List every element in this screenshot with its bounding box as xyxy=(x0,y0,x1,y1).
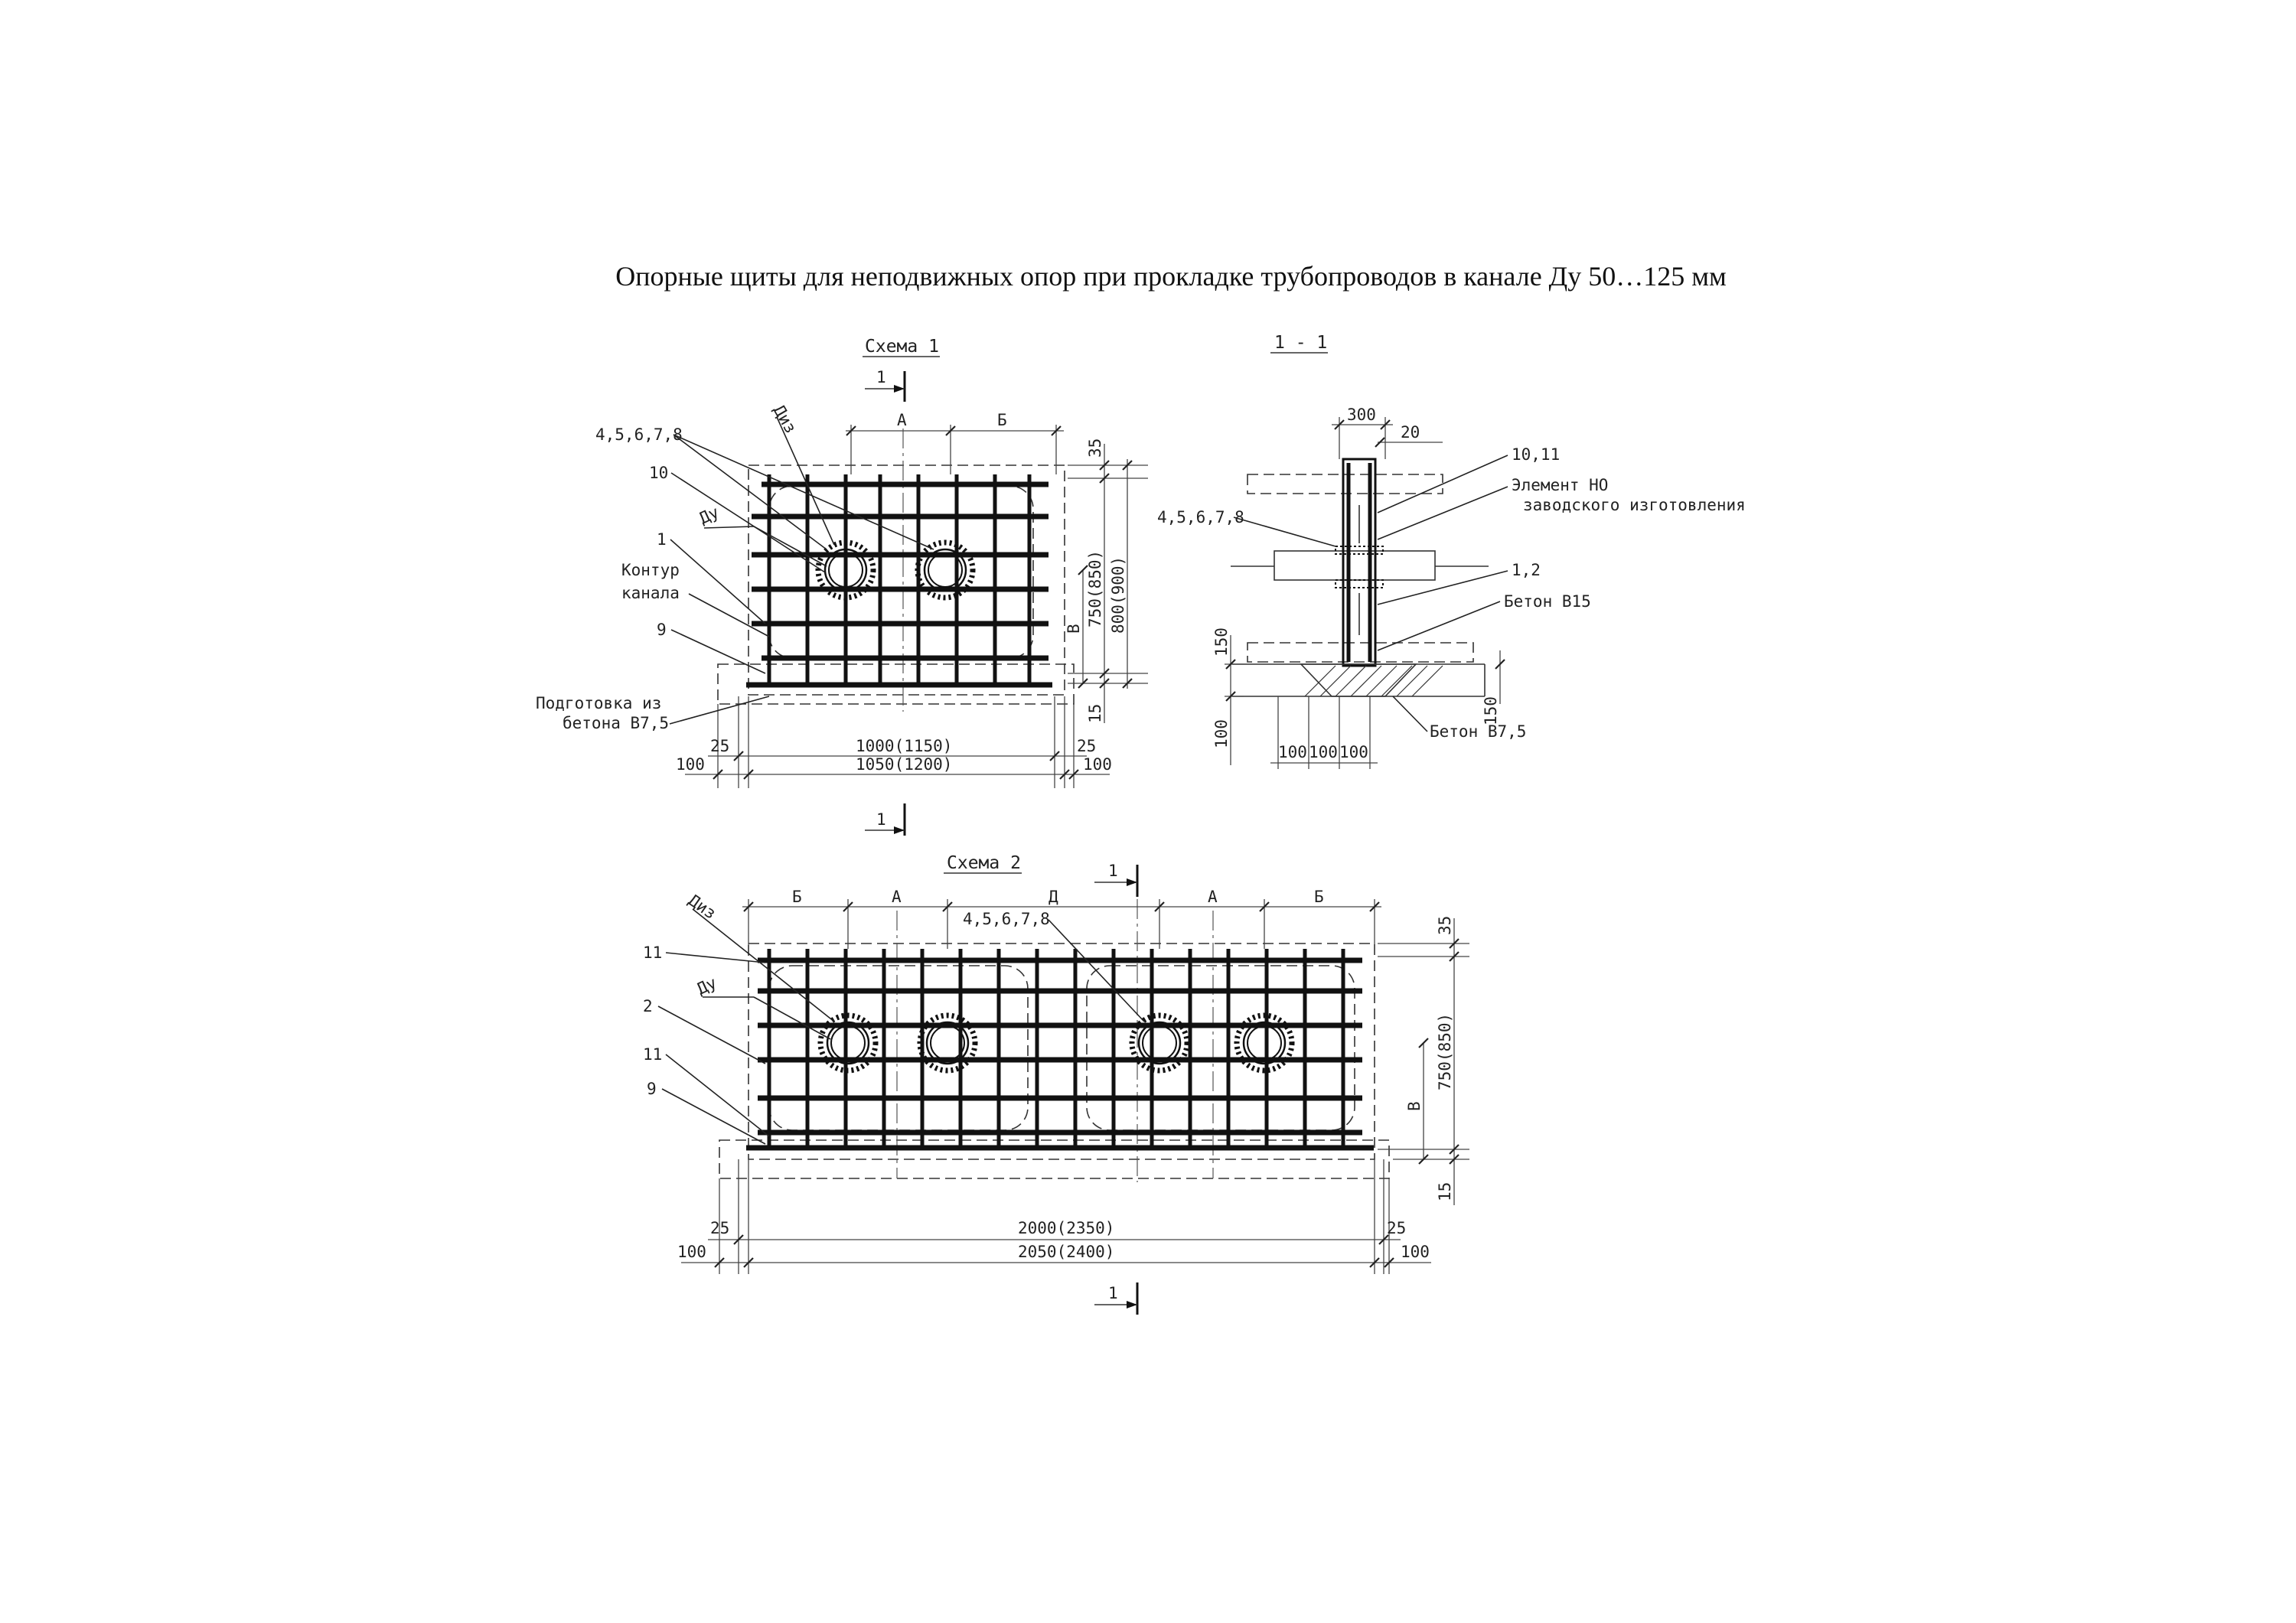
scheme-1 xyxy=(536,337,1148,836)
svg-text:Диз: Диз xyxy=(769,402,801,437)
svg-text:Диз: Диз xyxy=(685,891,719,923)
svg-text:25: 25 xyxy=(710,737,730,755)
svg-text:Б: Б xyxy=(792,888,802,906)
svg-text:1000(1150): 1000(1150) xyxy=(856,737,953,755)
svg-text:100: 100 xyxy=(1339,743,1368,761)
svg-text:Элемент НО: Элемент НО xyxy=(1512,476,1609,494)
svg-text:300: 300 xyxy=(1347,406,1376,424)
svg-text:1,2: 1,2 xyxy=(1512,561,1541,579)
svg-text:25: 25 xyxy=(1077,737,1097,755)
svg-text:25: 25 xyxy=(710,1219,730,1237)
svg-text:2000(2350): 2000(2350) xyxy=(1018,1219,1115,1237)
svg-text:2: 2 xyxy=(643,997,653,1015)
svg-text:Ду: Ду xyxy=(696,503,722,528)
svg-text:100: 100 xyxy=(1083,755,1112,774)
section-title: 1 - 1 xyxy=(1274,333,1328,353)
svg-text:Б: Б xyxy=(997,411,1007,429)
svg-text:35: 35 xyxy=(1436,915,1454,935)
svg-text:100: 100 xyxy=(677,1243,706,1261)
section-mark-2-bottom xyxy=(1094,1282,1137,1315)
svg-text:11: 11 xyxy=(643,1045,663,1064)
svg-text:4,5,6,7,8: 4,5,6,7,8 xyxy=(595,425,683,444)
svg-text:Д: Д xyxy=(1049,888,1058,906)
svg-text:2050(2400): 2050(2400) xyxy=(1018,1243,1115,1261)
svg-text:1: 1 xyxy=(1108,1284,1118,1302)
svg-text:В: В xyxy=(1065,624,1083,634)
svg-text:35: 35 xyxy=(1086,438,1104,458)
svg-text:11: 11 xyxy=(643,943,663,962)
svg-text:А: А xyxy=(897,411,907,429)
svg-text:Подготовка из: Подготовка из xyxy=(536,694,662,712)
svg-text:100: 100 xyxy=(1401,1243,1430,1261)
svg-text:канала: канала xyxy=(621,584,680,602)
svg-text:А: А xyxy=(892,888,902,906)
svg-text:25: 25 xyxy=(1387,1219,1407,1237)
svg-text:Бетон В7,5: Бетон В7,5 xyxy=(1430,722,1527,741)
scheme-1-title: Схема 1 xyxy=(865,337,939,357)
svg-text:1: 1 xyxy=(876,368,886,386)
svg-text:4,5,6,7,8: 4,5,6,7,8 xyxy=(1157,508,1244,526)
concrete-hatch xyxy=(1305,666,1443,696)
svg-text:1: 1 xyxy=(876,810,886,829)
svg-text:1: 1 xyxy=(1108,862,1118,880)
page-title: Опорные щиты для неподвижных опор при прокладке трубопроводов в канале Ду 50…125 мм xyxy=(615,261,1727,292)
svg-text:750(850): 750(850) xyxy=(1436,1012,1454,1090)
svg-text:15: 15 xyxy=(1086,703,1104,723)
svg-text:9: 9 xyxy=(647,1080,657,1098)
svg-text:100: 100 xyxy=(676,755,705,774)
svg-text:1050(1200): 1050(1200) xyxy=(856,755,953,774)
svg-text:Бетон В15: Бетон В15 xyxy=(1504,592,1591,611)
svg-text:750(850): 750(850) xyxy=(1086,549,1104,627)
svg-text:бетона В7,5: бетона В7,5 xyxy=(563,714,670,732)
svg-text:100: 100 xyxy=(1212,719,1231,748)
svg-text:10: 10 xyxy=(649,464,669,482)
svg-text:Ду: Ду xyxy=(693,973,720,999)
svg-text:800(900): 800(900) xyxy=(1109,556,1127,634)
svg-text:100: 100 xyxy=(1309,743,1338,761)
svg-text:1: 1 xyxy=(657,530,667,549)
svg-text:15: 15 xyxy=(1436,1181,1454,1201)
svg-text:150: 150 xyxy=(1212,627,1231,657)
svg-text:Контур: Контур xyxy=(621,561,680,579)
svg-text:4,5,6,7,8: 4,5,6,7,8 xyxy=(963,910,1050,928)
svg-text:150: 150 xyxy=(1482,696,1500,725)
svg-text:заводского изготовления: заводского изготовления xyxy=(1523,496,1746,514)
scheme-2-title: Схема 2 xyxy=(947,853,1021,873)
svg-text:20: 20 xyxy=(1401,423,1420,442)
section-mark-2-top xyxy=(1094,862,1137,897)
svg-text:Б: Б xyxy=(1314,888,1324,906)
svg-text:А: А xyxy=(1208,888,1218,906)
svg-text:10,11: 10,11 xyxy=(1512,445,1561,464)
svg-text:100: 100 xyxy=(1278,743,1307,761)
scheme-2 xyxy=(643,853,1469,1315)
section-1-1 xyxy=(1157,333,1746,769)
svg-text:9: 9 xyxy=(657,621,667,639)
svg-text:В: В xyxy=(1405,1101,1424,1111)
section-mark-1-top xyxy=(865,368,905,402)
section-mark-1-bottom xyxy=(865,803,905,836)
